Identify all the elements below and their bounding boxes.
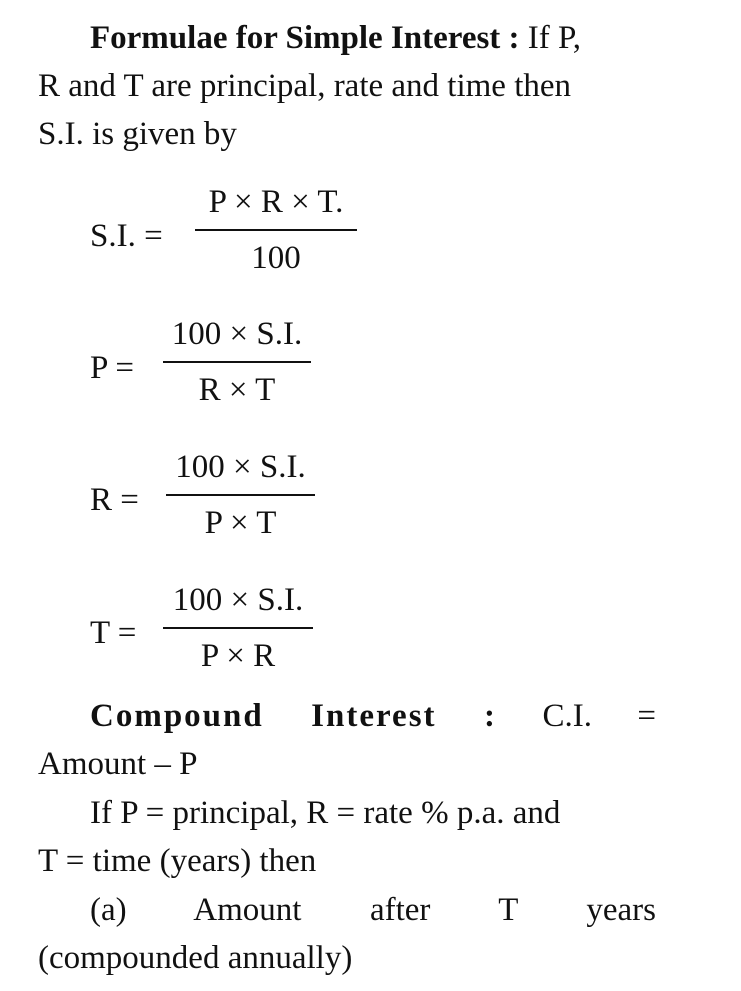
fraction-bar — [166, 494, 315, 496]
fraction-denominator: R × T — [198, 372, 276, 408]
simple-interest-line-3: S.I. is given by — [38, 116, 237, 152]
fraction — [163, 318, 311, 408]
fraction-numerator: 100 × S.I. — [171, 316, 303, 352]
formula-lhs: P = — [90, 350, 134, 386]
simple-interest-intro-tail: If P, — [527, 20, 581, 56]
compound-interest-heading: Compound Interest : — [90, 698, 497, 734]
simple-interest-line-2: R and T are principal, rate and time then — [38, 68, 572, 104]
fraction — [195, 186, 357, 276]
compound-interest-ci-label: C.I. = — [542, 698, 656, 734]
fraction-bar — [163, 627, 313, 629]
compound-interest-line-2: Amount – P — [38, 746, 198, 782]
compound-interest-line-6: (compounded annually) — [38, 940, 353, 976]
fraction-numerator: 100 × S.I. — [172, 582, 304, 618]
compound-interest-line-3: If P = principal, R = rate % p.a. and — [90, 795, 561, 831]
fraction-denominator: 100 — [251, 240, 301, 276]
formula-lhs: R = — [90, 482, 139, 518]
fraction-bar — [195, 229, 357, 231]
fraction-numerator: 100 × S.I. — [175, 449, 306, 485]
fraction — [166, 451, 315, 541]
fraction — [163, 584, 313, 674]
simple-interest-line-1 — [90, 22, 581, 55]
compound-interest-line-1 — [90, 700, 656, 733]
simple-interest-heading: Formulae for Simple Interest : — [90, 20, 520, 56]
formula-lhs: S.I. = — [90, 218, 163, 254]
fraction-bar — [163, 361, 311, 363]
fraction-denominator: P × R — [200, 638, 276, 674]
compound-interest-line-4: T = time (years) then — [38, 843, 317, 879]
compound-interest-line-5: (a) Amount after T years — [90, 892, 656, 928]
fraction-numerator: P × R × T. — [208, 184, 344, 220]
fraction-denominator: P × T — [204, 505, 277, 541]
formula-lhs: T = — [90, 615, 137, 651]
